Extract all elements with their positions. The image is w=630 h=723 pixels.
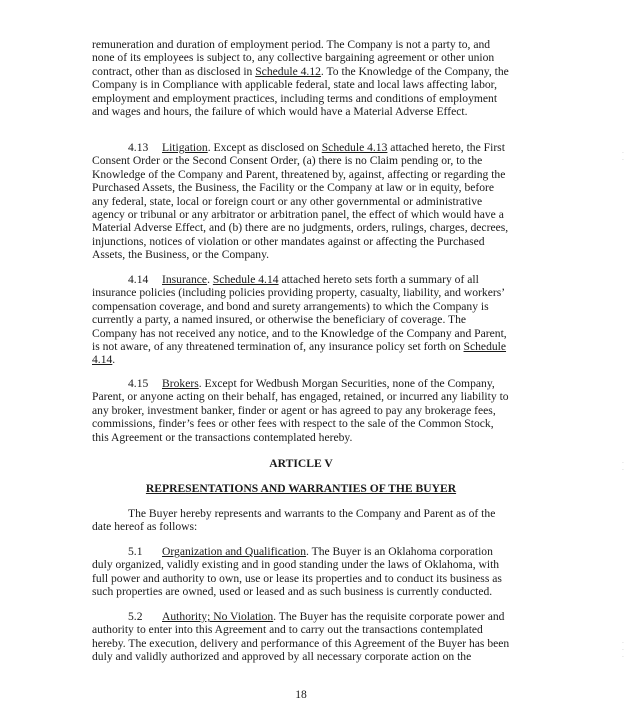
schedule-reference: Schedule 4.14 [212,273,279,286]
page-number: 18 [295,688,307,701]
scan-artifact: · · [622,460,624,474]
section-text: . [112,353,116,367]
intro-text: The Buyer hereby represents and warrants to the Company and Parent as of the date hereof as follows: [92,507,496,534]
paragraph-4-12-tail [92,38,510,118]
section-title: Authority; No Violation [162,610,274,623]
section-4-14 [92,273,510,367]
paragraph-text: . To the Knowledge of the Company, the Company is in Compliance with applicable federal, state and local laws affecting labor, employment and employment practices, including terms and conditions of employment and wages and hours, the failure of which would have a Material Adverse Effect. [92,64,509,119]
section-4-15 [92,377,510,444]
section-text: attached hereto, the First Consent Order or the Second Consent Order, (a) there is no Claim pending or, to the Knowledge of the Company and Parent, threatened by, against, affecting or regarding the Purchased Assets, the Business, the Facility or the Company at law or in equity, before any federal, state, local or foreign court or any other governmental or administrative agency or tribunal or any arbitrator or arbitration panel, the effect of which would have a Material Adverse Effect, and (b) there are no judgments, orders, rulings, charges, decrees, injunctions, notices of violation or other mandates against or affecting the Purchased Assets, the Business, or the Company. [92,141,509,262]
section-5-2 [92,610,510,664]
section-number: 5.2 [128,610,143,623]
article-heading: ARTICLE V [269,457,333,470]
section-title: Brokers [162,377,199,390]
section-text: . The Buyer is an Oklahoma corporation duly organized, validly existing and in good standing under the laws of Oklahoma, with full power and authority to own, use or lease its properties and to conduct its business as such properties are owned, used or leased and as such business is currently conducted. [92,545,502,599]
section-title: Insurance [162,273,208,286]
section-number: 4.14 [128,273,149,286]
section-4-13 [92,141,510,262]
section-title: Litigation [162,141,208,154]
section-5-1 [92,545,510,599]
section-text: . Except for Wedbush Morgan Securities, none of the Company, Parent, or anyone acting on their behalf, has engaged, retained, or incurred any liability to any broker, investment banker, finder or agent or has agreed to pay any brokerage fees, commissions, finder’s fees or other fees with respect to the sale of the Common Stock, this Agreement or the transactions contemplated hereby. [92,377,509,444]
scan-artifact: · · · [622,640,624,661]
scan-artifact: · · [622,150,624,164]
section-number: 5.1 [128,545,143,558]
section-text: . [207,273,213,286]
section-text: attached hereto sets forth a summary of all insurance policies (including policies providing property, casualty, liability, and workers’ compensation coverage, and bond and surety arrangements) to which the Company is currently a party, a named insured, or otherwise the beneficiary of coverage. The Company has not received any notice, and to the Knowledge of the Company and Parent, is not aware, of any threatened termination of, any insurance policy set forth on [92,273,507,354]
section-text: . Except as disclosed on [207,141,322,154]
schedule-reference: Schedule 4.13 [321,141,388,154]
schedule-reference: Schedule 4.14 [92,340,507,367]
paragraph-text: remuneration and duration of employment period. The Company is not a party to, and none of its employees is subject to, any collective bargaining agreement or other union contract, other than as disclosed in [92,38,495,78]
schedule-reference: Schedule 4.12 [255,64,321,78]
section-title: Organization and Qualification [162,545,307,558]
section-number: 4.15 [128,377,149,390]
article-intro [92,507,510,534]
section-text: . The Buyer has the requisite corporate power and authority to enter into this Agreement and to carry out the transactions contemplated hereby. The execution, delivery and performance of this Agreement of the Buyer has been duly and validly authorized and approved by all necessary corporate action on the [92,610,510,664]
section-number: 4.13 [128,141,149,154]
article-title: REPRESENTATIONS AND WARRANTIES OF THE BUYER [145,482,457,495]
